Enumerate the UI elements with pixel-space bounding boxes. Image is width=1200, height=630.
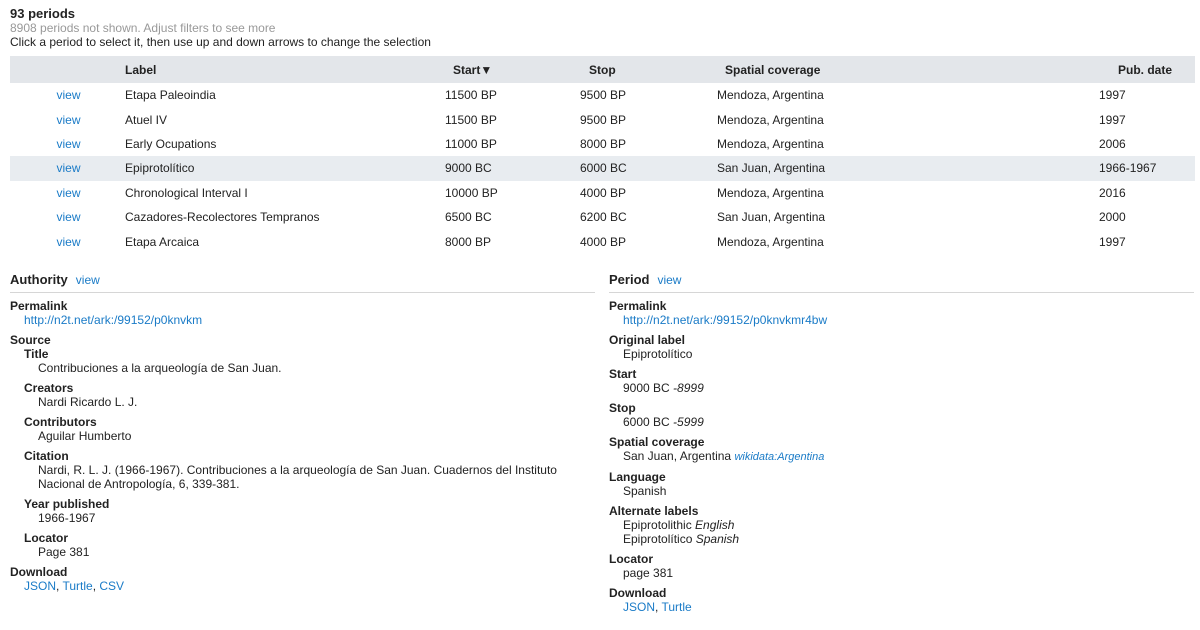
header-start[interactable] xyxy=(445,56,580,83)
header-label-text: Label xyxy=(125,62,157,77)
authority-header xyxy=(10,272,595,293)
cell-start: 8000 BP xyxy=(445,234,492,249)
view-link[interactable]: view xyxy=(56,88,81,103)
cell-start: 10000 BP xyxy=(445,185,498,200)
period-title: Period xyxy=(609,272,650,287)
cell-stop: 4000 BP xyxy=(580,185,627,200)
cell-pub: 2016 xyxy=(1099,185,1126,200)
alt-label-text: Epiprotolítico xyxy=(623,532,693,546)
header-spatial-text: Spatial coverage xyxy=(725,62,821,77)
cell-pub: 1997 xyxy=(1099,88,1126,103)
cell-stop: 4000 BP xyxy=(580,234,627,249)
authority-title: Authority xyxy=(10,272,68,287)
download-json-link[interactable]: JSON xyxy=(623,600,656,614)
download-links: JSON, Turtle xyxy=(623,600,692,614)
cell-label: Atuel IV xyxy=(125,112,168,127)
header-label[interactable] xyxy=(125,56,445,83)
header-pub-text: Pub. date xyxy=(1118,62,1173,77)
cell-spatial: Mendoza, Argentina xyxy=(717,112,824,127)
start-value xyxy=(623,381,1194,395)
stop-text: 6000 BC xyxy=(623,415,670,429)
start-text: 9000 BC xyxy=(623,381,670,395)
cell-spatial: San Juan, Argentina xyxy=(717,156,1099,180)
locator-value: Page 381 xyxy=(38,545,90,559)
cell-stop: 9500 BP xyxy=(580,88,627,103)
cell-start: 9000 BC xyxy=(445,156,580,180)
creators-value: Nardi Ricardo L. J. xyxy=(38,395,138,409)
language-label: Language xyxy=(609,470,666,484)
cell-stop: 8000 BP xyxy=(580,136,627,151)
year-published-value: 1966-1967 xyxy=(38,511,96,525)
spatial-coverage-value xyxy=(623,449,1194,464)
cell-start: 11000 BP xyxy=(445,136,497,151)
table-row[interactable] xyxy=(10,83,1195,107)
cell-stop: 6000 BC xyxy=(580,156,717,180)
cell-pub: 2006 xyxy=(1099,136,1126,151)
download-json-link[interactable]: JSON xyxy=(24,579,57,593)
view-link[interactable]: view xyxy=(56,161,81,176)
source-details xyxy=(24,347,595,559)
contributors-label: Contributors xyxy=(24,415,97,429)
table-row[interactable] xyxy=(10,132,1195,156)
citation-label: Citation xyxy=(24,449,69,463)
permalink-label: Permalink xyxy=(10,299,68,313)
table-row[interactable] xyxy=(10,229,1195,253)
alternate-labels-label: Alternate labels xyxy=(609,504,699,518)
alt-label-text: Epiprotolithic xyxy=(623,518,692,532)
start-label: Start xyxy=(609,367,637,381)
view-link[interactable]: view xyxy=(56,136,81,151)
cell-pub: 1997 xyxy=(1099,234,1126,249)
citation-line-2: Nacional de Antropología, 6, 339-381. xyxy=(38,477,240,491)
header-spatial[interactable] xyxy=(717,56,1099,83)
cell-label: Epiprotolítico xyxy=(125,156,445,180)
hidden-periods-note: 8908 periods not shown. Adjust filters to see more xyxy=(10,21,276,35)
permalink-label: Permalink xyxy=(609,299,667,313)
download-csv-link[interactable]: CSV xyxy=(99,579,125,593)
spatial-coverage-label: Spatial coverage xyxy=(609,435,705,449)
cell-label: Cazadores-Recolectores Tempranos xyxy=(125,210,320,225)
cell-label: Chronological Interval I xyxy=(125,185,248,200)
source-title-label: Title xyxy=(24,347,49,361)
locator-value: page 381 xyxy=(623,566,674,580)
table-header-row xyxy=(10,56,1195,83)
source-title-value: Contribuciones a la arqueología de San Juan. xyxy=(38,361,282,375)
original-label-value: Epiprotolítico xyxy=(623,347,693,361)
cell-start: 11500 BP xyxy=(445,88,497,103)
cell-start: 6500 BC xyxy=(445,210,492,225)
download-turtle-link[interactable]: Turtle xyxy=(661,600,692,614)
year-published-label: Year published xyxy=(24,497,110,511)
authority-permalink[interactable]: http://n2t.net/ark:/99152/p0knvkm xyxy=(24,313,203,327)
cell-stop: 9500 BP xyxy=(580,112,627,127)
download-label: Download xyxy=(609,586,667,600)
alternate-labels-value xyxy=(623,518,1194,546)
cell-start: 11500 BP xyxy=(445,112,497,127)
stop-value xyxy=(623,415,1194,429)
table-row[interactable] xyxy=(10,107,1195,131)
periods-table xyxy=(10,56,1195,254)
cell-stop: 6200 BC xyxy=(580,210,627,225)
view-link[interactable]: view xyxy=(56,185,81,200)
alt-label-language: Spanish xyxy=(695,532,740,546)
header-pub-date[interactable] xyxy=(1099,56,1195,83)
cell-label: Etapa Paleoindia xyxy=(125,88,216,103)
contributors-value: Aguilar Humberto xyxy=(38,429,132,443)
citation-value xyxy=(38,463,595,491)
period-permalink[interactable]: http://n2t.net/ark:/99152/p0knvkmr4bw xyxy=(623,313,828,327)
locator-label: Locator xyxy=(24,531,69,545)
source-label: Source xyxy=(10,333,51,347)
creators-label: Creators xyxy=(24,381,74,395)
view-link[interactable]: view xyxy=(56,210,81,225)
period-panel xyxy=(609,272,1194,620)
locator-label: Locator xyxy=(609,552,654,566)
table-row[interactable] xyxy=(10,181,1195,205)
selection-hint: Click a period to select it, then use up and down arrows to change the selection xyxy=(10,35,431,49)
stop-label: Stop xyxy=(609,401,636,415)
alt-label-language: English xyxy=(695,518,735,532)
cell-spatial: Mendoza, Argentina xyxy=(717,136,824,151)
authority-details xyxy=(10,299,595,593)
cell-pub: 1966-1967 xyxy=(1099,156,1195,180)
cell-spatial: Mendoza, Argentina xyxy=(717,234,824,249)
cell-pub: 2000 xyxy=(1099,210,1126,225)
alternate-label-item xyxy=(623,532,1194,546)
start-iso: -8999 xyxy=(673,381,704,395)
header-stop[interactable] xyxy=(580,56,717,83)
download-turtle-link[interactable]: Turtle xyxy=(62,579,93,593)
cell-label: Etapa Arcaica xyxy=(125,234,200,249)
cell-spatial: Mendoza, Argentina xyxy=(717,185,824,200)
results-summary xyxy=(10,6,431,49)
cell-spatial: Mendoza, Argentina xyxy=(717,88,824,103)
cell-label: Early Ocupations xyxy=(125,136,217,151)
header-stop-text: Stop xyxy=(589,62,616,77)
authority-panel xyxy=(10,272,595,599)
table-row[interactable] xyxy=(10,205,1195,229)
spatial-text: San Juan, Argentina xyxy=(623,449,732,463)
wikidata-link[interactable]: wikidata:Argentina xyxy=(734,451,825,463)
authority-view-link[interactable]: view xyxy=(75,273,100,287)
view-link[interactable]: view xyxy=(56,234,81,249)
period-count: 93 periods xyxy=(10,6,76,21)
table-row-selected[interactable] xyxy=(10,156,1195,180)
cell-pub: 1997 xyxy=(1099,112,1126,127)
header-view xyxy=(10,56,125,83)
period-view-link[interactable]: view xyxy=(657,273,682,287)
stop-iso: -5999 xyxy=(673,415,704,429)
original-label-label: Original label xyxy=(609,333,686,347)
citation-line-1: Nardi, R. L. J. (1966-1967). Contribuciones a la arqueología de San Juan. Cuadernos del Instituto xyxy=(38,463,557,477)
cell-spatial: San Juan, Argentina xyxy=(717,210,826,225)
download-links: JSON, Turtle, CSV xyxy=(24,579,125,593)
alternate-label-item xyxy=(623,518,1194,532)
download-label: Download xyxy=(10,565,68,579)
period-details xyxy=(609,299,1194,614)
header-start-text: Start▼ xyxy=(453,62,493,77)
view-link[interactable]: view xyxy=(56,112,81,127)
period-header xyxy=(609,272,1194,293)
language-value: Spanish xyxy=(623,484,667,498)
